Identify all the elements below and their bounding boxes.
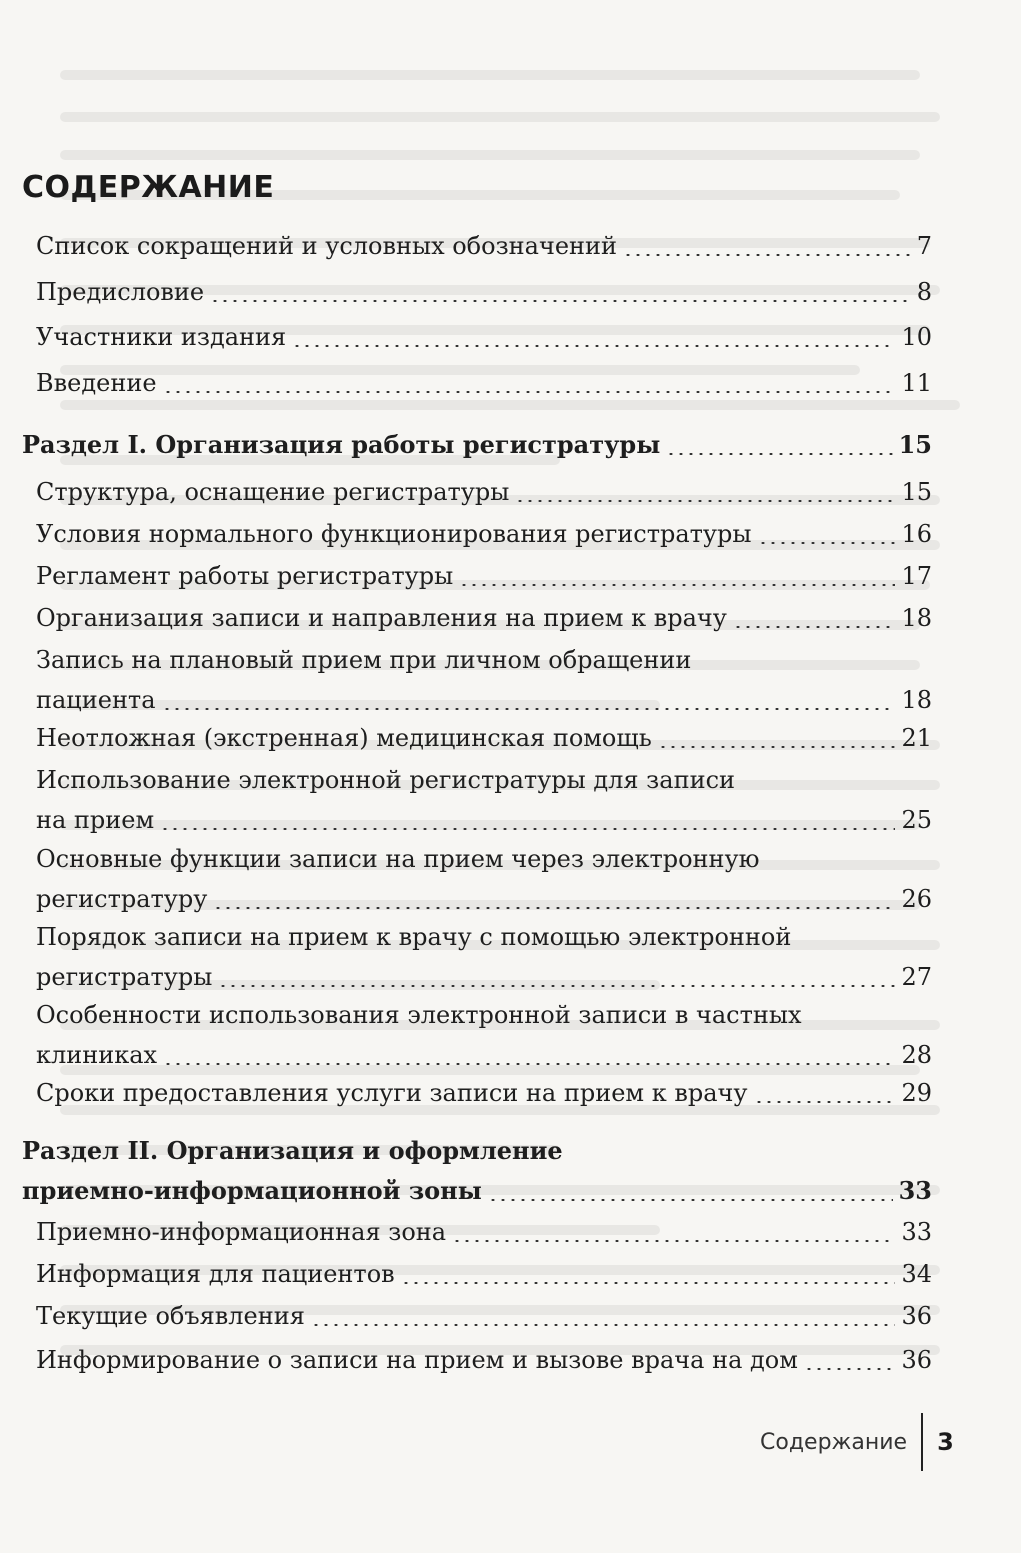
dot-leader bbox=[218, 985, 895, 987]
toc-entry bbox=[22, 640, 932, 720]
entry-page: 15 bbox=[901, 478, 932, 506]
toc-entry bbox=[22, 363, 932, 403]
footer-divider bbox=[921, 1413, 923, 1471]
toc-entry bbox=[22, 226, 932, 266]
dot-leader bbox=[452, 1240, 895, 1242]
toc-entry bbox=[22, 1073, 932, 1113]
footer-label: Содержание bbox=[760, 1429, 908, 1455]
dot-leader bbox=[658, 746, 896, 748]
entry-title-cont: регистратуру bbox=[36, 885, 208, 913]
dot-leader bbox=[210, 300, 911, 302]
dot-leader bbox=[488, 1199, 893, 1201]
section-title-line: Раздел II. Организация и оформление bbox=[22, 1136, 563, 1165]
entry-title: Участники издания bbox=[36, 323, 287, 351]
dot-leader bbox=[804, 1368, 896, 1370]
entry-title: Список сокращений и условных обозначений bbox=[36, 232, 618, 260]
entry-page: 17 bbox=[901, 562, 932, 590]
toc-entry bbox=[22, 839, 932, 919]
running-footer bbox=[760, 1422, 954, 1462]
entry-title: Введение bbox=[36, 369, 157, 397]
entry-page: 28 bbox=[901, 1041, 932, 1069]
toc-entry bbox=[22, 995, 932, 1075]
entry-title: Предисловие bbox=[36, 278, 205, 306]
dot-leader bbox=[163, 1063, 895, 1065]
toc-entry bbox=[22, 1254, 932, 1294]
entry-page: 18 bbox=[901, 604, 932, 632]
entry-page: 11 bbox=[901, 369, 932, 397]
dot-leader bbox=[666, 453, 892, 455]
section-page: 15 bbox=[898, 430, 932, 459]
toc-entry bbox=[22, 917, 932, 997]
entry-title-line: Особенности использования электронной записи в частных bbox=[36, 1001, 802, 1029]
dot-leader bbox=[515, 500, 895, 502]
toc-entry bbox=[22, 1212, 932, 1252]
entry-page: 18 bbox=[901, 686, 932, 714]
entry-title: Информация для пациентов bbox=[36, 1260, 395, 1288]
page-title: СОДЕРЖАНИЕ bbox=[22, 170, 275, 205]
dot-leader bbox=[311, 1324, 896, 1326]
entry-page: 36 bbox=[901, 1346, 932, 1374]
entry-page: 25 bbox=[901, 806, 932, 834]
entry-title: Структура, оснащение регистратуры bbox=[36, 478, 510, 506]
entry-title-line: Использование электронной регистратуры для записи bbox=[36, 766, 735, 794]
entry-title-line: Порядок записи на прием к врачу с помощью электронной bbox=[36, 923, 792, 951]
dot-leader bbox=[213, 907, 895, 909]
dot-leader bbox=[623, 254, 911, 256]
entry-title-line: Основные функции записи на прием через электронную bbox=[36, 845, 760, 873]
entry-title: Организация записи и направления на прием к врачу bbox=[36, 604, 727, 632]
section-page: 33 bbox=[898, 1176, 932, 1205]
toc-entry bbox=[22, 472, 932, 512]
entry-title: Сроки предоставления услуги записи на прием к врачу bbox=[36, 1079, 748, 1107]
dot-leader bbox=[163, 391, 896, 393]
entry-title-cont: регистратуры bbox=[36, 963, 213, 991]
entry-title-line: Запись на плановый прием при личном обращении bbox=[36, 646, 692, 674]
toc-entry bbox=[22, 598, 932, 638]
entry-title: Текущие объявления bbox=[36, 1302, 305, 1330]
dot-leader bbox=[162, 708, 896, 710]
entry-page: 16 bbox=[901, 520, 932, 548]
entry-title: Регламент работы регистратуры bbox=[36, 562, 454, 590]
entry-title: Неотложная (экстренная) медицинская помощь bbox=[36, 724, 652, 752]
toc-entry bbox=[22, 556, 932, 596]
dot-leader bbox=[733, 626, 896, 628]
entry-page: 27 bbox=[901, 963, 932, 991]
entry-page: 34 bbox=[901, 1260, 932, 1288]
entry-page: 26 bbox=[901, 885, 932, 913]
dot-leader bbox=[758, 542, 896, 544]
entry-page: 21 bbox=[901, 724, 932, 752]
toc-section bbox=[22, 1131, 932, 1211]
page-number: 3 bbox=[937, 1428, 954, 1456]
toc-entry bbox=[22, 760, 932, 840]
entry-page: 29 bbox=[901, 1079, 932, 1107]
entry-page: 8 bbox=[916, 278, 932, 306]
toc-entry bbox=[22, 1340, 932, 1380]
entry-title-cont: клиниках bbox=[36, 1041, 158, 1069]
book-page bbox=[22, 0, 952, 1553]
entry-title: Приемно-информационная зона bbox=[36, 1218, 447, 1246]
toc-entry bbox=[22, 272, 932, 312]
section-title-cont: приемно-информационной зоны bbox=[22, 1176, 482, 1205]
toc-entry bbox=[22, 514, 932, 554]
dot-leader bbox=[160, 828, 895, 830]
section-title: Раздел I. Организация работы регистратуры bbox=[22, 430, 661, 459]
entry-title: Условия нормального функционирования регистратуры bbox=[36, 520, 752, 548]
entry-title-cont: пациента bbox=[36, 686, 156, 714]
toc-entry bbox=[22, 317, 932, 357]
toc-entry bbox=[22, 718, 932, 758]
entry-title-cont: на прием bbox=[36, 806, 155, 834]
entry-page: 36 bbox=[901, 1302, 932, 1330]
dot-leader bbox=[754, 1101, 896, 1103]
entry-page: 33 bbox=[901, 1218, 932, 1246]
entry-page: 10 bbox=[901, 323, 932, 351]
dot-leader bbox=[292, 345, 895, 347]
toc-entry bbox=[22, 1296, 932, 1336]
entry-title: Информирование о записи на прием и вызове врача на дом bbox=[36, 1346, 798, 1374]
toc-section bbox=[22, 425, 932, 465]
dot-leader bbox=[401, 1282, 896, 1284]
entry-page: 7 bbox=[916, 232, 932, 260]
dot-leader bbox=[459, 584, 895, 586]
